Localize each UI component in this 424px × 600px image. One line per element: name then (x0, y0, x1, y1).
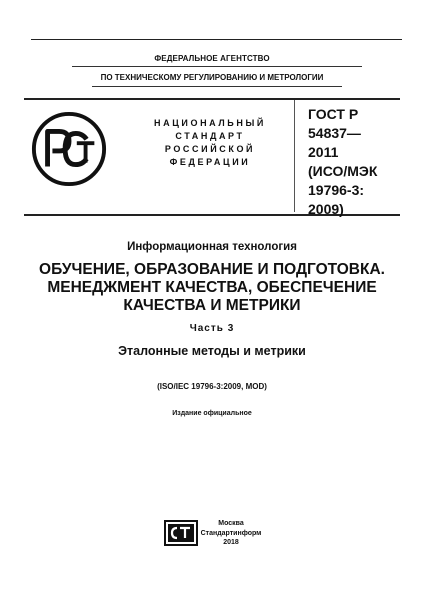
standard-type-line: РОССИЙСКОЙ (164, 144, 256, 154)
agency-name-line-2: ПО ТЕХНИЧЕСКОМУ РЕГУЛИРОВАНИЮ И МЕТРОЛОГИИ (100, 73, 324, 82)
publisher-line: 2018 (223, 539, 239, 546)
agency-name-line-1: ФЕДЕРАЛЬНОЕ АГЕНТСТВО (154, 54, 270, 63)
designation-line: ГОСТ Р (308, 106, 359, 122)
standard-type-line: ФЕДЕРАЦИИ (169, 157, 251, 167)
agency-underline-1 (72, 66, 362, 67)
designation-line: 54837— (308, 125, 361, 141)
agency-underline-2 (92, 86, 342, 87)
rst-gost-logo-icon (30, 110, 108, 188)
title-line: МЕНЕДЖМЕНТ КАЧЕСТВА, ОБЕСПЕЧЕНИЕ (47, 279, 377, 296)
designation-line: 19796-3: (308, 182, 365, 198)
part-number: Часть 3 (189, 323, 235, 334)
publisher-line: Стандартинформ (200, 529, 262, 537)
national-standard-label (130, 117, 290, 169)
topic-heading: Информационная технология (127, 241, 297, 253)
document-title (0, 261, 424, 315)
designation-line: 2011 (308, 144, 339, 160)
standard-type-line: НАЦИОНАЛЬНЫЙ (154, 118, 266, 128)
standartinform-logo-icon (164, 520, 198, 546)
header-divider (294, 100, 295, 212)
standard-designation (308, 105, 398, 219)
publisher-line: Москва (218, 520, 244, 527)
part-title: Эталонные методы и метрики (118, 344, 306, 358)
designation-line: 2009) (308, 201, 344, 217)
title-line: ОБУЧЕНИЕ, ОБРАЗОВАНИЕ И ПОДГОТОВКА. (39, 261, 385, 278)
title-line: КАЧЕСТВА И МЕТРИКИ (123, 297, 301, 314)
designation-line: (ИСО/МЭК (308, 163, 378, 179)
standard-type-line: СТАНДАРТ (175, 131, 245, 141)
top-rule (31, 39, 402, 40)
iso-reference: (ISO/IEC 19796-3:2009, MOD) (157, 382, 267, 391)
publisher-info (199, 519, 263, 548)
edition-label: Издание официальное (172, 410, 252, 417)
